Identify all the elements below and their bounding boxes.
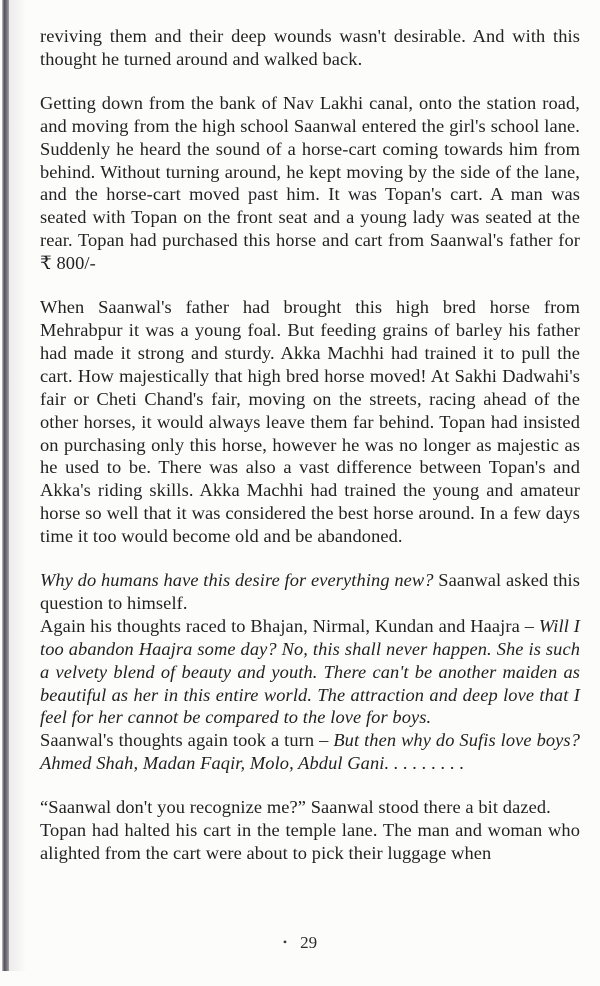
page-spine-edge bbox=[2, 0, 9, 971]
paragraph-2 bbox=[40, 92, 580, 275]
italic-thought-run: Will I too abandon Haajra some day? No, this shall never happen. She is such a velvety blend of beauty and youth. There can't be another maiden as beautiful as her in this entire world. The attraction and deep love that I feel for her cannot be compared to the love for boys. bbox=[40, 615, 580, 728]
page-number-footer bbox=[0, 933, 600, 953]
paragraph-1 bbox=[40, 25, 580, 71]
paragraph-5-dialogue bbox=[40, 796, 580, 819]
footer-bullet-icon: • bbox=[282, 935, 288, 949]
text-run: reviving them and their deep wounds wasn't desirable. And with this thought he turned around and walked back. bbox=[40, 26, 580, 69]
paragraph-4-thoughts bbox=[40, 615, 580, 730]
text-run: Getting down from the bank of Nav Lakhi canal, onto the station road, and moving from the high school Saanwal entered the girl's school lane. Suddenly he heard the sound of a horse-cart coming towards him from behind. Without turning around, he kept moving by the side of the lane, and the horse-cart moved past him. It was Topan's cart. A man was seated with Topan on the front seat and a young lady was seated at the rear. Topan had purchased this horse and cart from Saanwal's father for ₹ 800/- bbox=[40, 92, 580, 274]
paragraph-3 bbox=[40, 296, 580, 548]
paragraph-4-question bbox=[40, 569, 580, 615]
text-run: “Saanwal don't you recognize me?” Saanwal stood there a bit dazed. bbox=[40, 797, 551, 818]
page-text bbox=[40, 25, 580, 865]
page-number: 29 bbox=[300, 933, 318, 952]
text-run: Topan had halted his cart in the temple lane. The man and woman who alighted from the cart were about to pick their luggage when bbox=[40, 820, 580, 863]
italic-thought-run: Why do humans have this desire for everything new? bbox=[40, 570, 434, 591]
scan-shadow bbox=[9, 0, 27, 971]
italic-thought-run: But then why do Sufis love boys? Ahmed Shah, Madan Faqir, Molo, Abdul Gani. . . . . . . . . bbox=[40, 730, 580, 774]
paragraph-5-narration bbox=[40, 819, 580, 865]
text-run: When Saanwal's father had brought this high bred horse from Mehrabpur it was a young foal. But feeding grains of barley his father had made it strong and sturdy. Akka Machhi had trained it to pull the cart. How majestically that high bred horse moved! At Sakhi Dadwahi's fair or Cheti Chand's fair, moving on the streets, racing ahead of the other horses, it would always leave them far behind. Topan had insisted on purchasing only this horse, however he was no longer as majestic as he used to be. There was also a vast difference between Topan's and Akka's riding skills. Akka Machhi had trained the young and amateur horse so well that it was considered the best horse around. In a few days time it too would become old and be abandoned. bbox=[40, 297, 580, 547]
text-run: Again his thoughts raced to Bhajan, Nirmal, Kundan and Haajra – bbox=[40, 615, 539, 636]
text-run: Saanwal asked this question to himself. bbox=[40, 570, 580, 613]
text-run: Saanwal's thoughts again took a turn – bbox=[40, 730, 334, 751]
paragraph-4-sufis bbox=[40, 729, 580, 775]
